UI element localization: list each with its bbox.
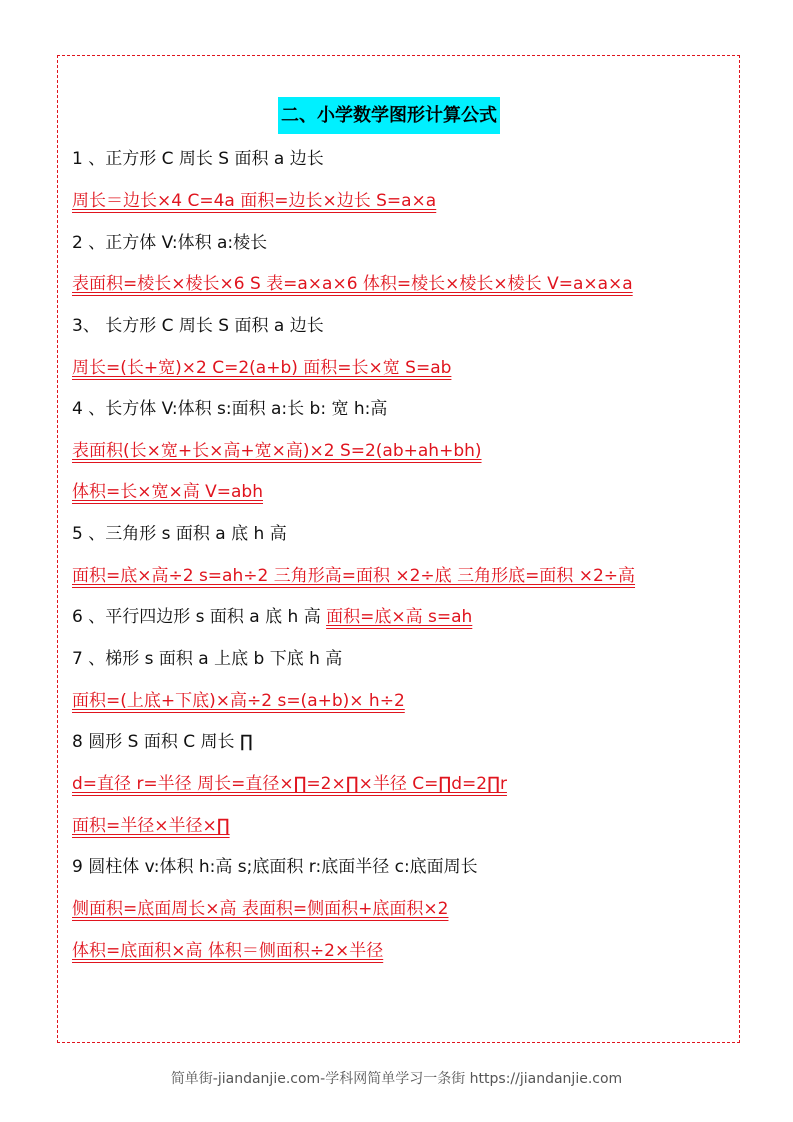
item-formula: 表面积(长×宽+长×高+宽×高)×2 S=2(ab+ah+bh) xyxy=(72,441,482,461)
item-9-cylinder-volume-formula xyxy=(72,940,383,962)
item-4-cuboid-definitions xyxy=(72,398,387,420)
item-heading: 8 圆形 S 面积 C 周长 ∏ xyxy=(72,732,253,752)
item-7-trapezoid-formula xyxy=(72,690,405,712)
item-formula: 面积=底×高÷2 s=ah÷2 三角形高=面积 ×2÷底 三角形底=面积 ×2÷高 xyxy=(72,566,636,586)
item-4-cuboid-volume-formula xyxy=(72,481,263,503)
item-heading: 4 、长方体 V:体积 s:面积 a:长 b: 宽 h:高 xyxy=(72,399,388,419)
item-formula: 面积=半径×半径×∏ xyxy=(72,816,230,836)
item-6-parallelogram xyxy=(72,606,472,628)
page-footer: 简单街-jiandanjie.com-学科网简单学习一条街 https://jiandanjie.com xyxy=(170,1071,623,1087)
item-heading: 6 、平行四边形 s 面积 a 底 h 高 xyxy=(72,607,321,627)
item-formula: 体积=长×宽×高 V=abh xyxy=(72,482,263,502)
item-5-triangle-formula xyxy=(72,565,635,587)
item-2-cube-formula xyxy=(72,273,633,295)
item-5-triangle-definitions xyxy=(72,523,287,545)
item-formula: 周长＝边长×4 C=4a 面积=边长×边长 S=a×a xyxy=(72,191,437,211)
item-formula: 面积=(上底+下底)×高÷2 s=(a+b)× h÷2 xyxy=(72,691,405,711)
item-formula: 侧面积=底面周长×高 表面积=侧面积+底面积×2 xyxy=(72,899,449,919)
item-heading: 2 、正方体 V:体积 a:棱长 xyxy=(72,233,268,253)
item-7-trapezoid-definitions xyxy=(72,648,342,670)
item-heading: 9 圆柱体 v:体积 h:高 s;底面积 r:底面半径 c:底面周长 xyxy=(72,857,478,877)
item-formula: d=直径 r=半径 周长=直径×∏=2×∏×半径 C=∏d=2∏r xyxy=(72,774,507,794)
item-3-rectangle-definitions xyxy=(72,315,324,337)
item-heading: 7 、梯形 s 面积 a 上底 b 下底 h 高 xyxy=(72,649,343,669)
item-formula: 周长=(长+宽)×2 C=2(a+b) 面积=长×宽 S=ab xyxy=(72,358,452,378)
item-4-cuboid-surface-formula xyxy=(72,440,482,462)
item-8-circle-area-formula xyxy=(72,815,230,837)
item-formula: 面积=底×高 s=ah xyxy=(326,607,473,627)
item-formula: 体积=底面积×高 体积＝侧面积÷2×半径 xyxy=(72,941,384,961)
item-9-cylinder-surface-formula xyxy=(72,898,448,920)
item-3-rectangle-formula xyxy=(72,357,451,379)
item-1-square-definitions xyxy=(72,148,324,170)
page-title: 二、小学数学图形计算公式 xyxy=(278,97,500,134)
item-heading: 5 、三角形 s 面积 a 底 h 高 xyxy=(72,524,287,544)
item-8-circle-definitions xyxy=(72,731,253,753)
item-formula: 表面积=棱长×棱长×6 S 表=a×a×6 体积=棱长×棱长×棱长 V=a×a×a xyxy=(72,274,633,294)
item-heading: 3、 长方形 C 周长 S 面积 a 边长 xyxy=(72,316,324,336)
item-8-circle-circumference-formula xyxy=(72,773,507,795)
item-1-square-formula xyxy=(72,190,436,212)
item-9-cylinder-definitions xyxy=(72,856,478,878)
item-2-cube-definitions xyxy=(72,232,267,254)
item-heading: 1 、正方形 C 周长 S 面积 a 边长 xyxy=(72,149,324,169)
